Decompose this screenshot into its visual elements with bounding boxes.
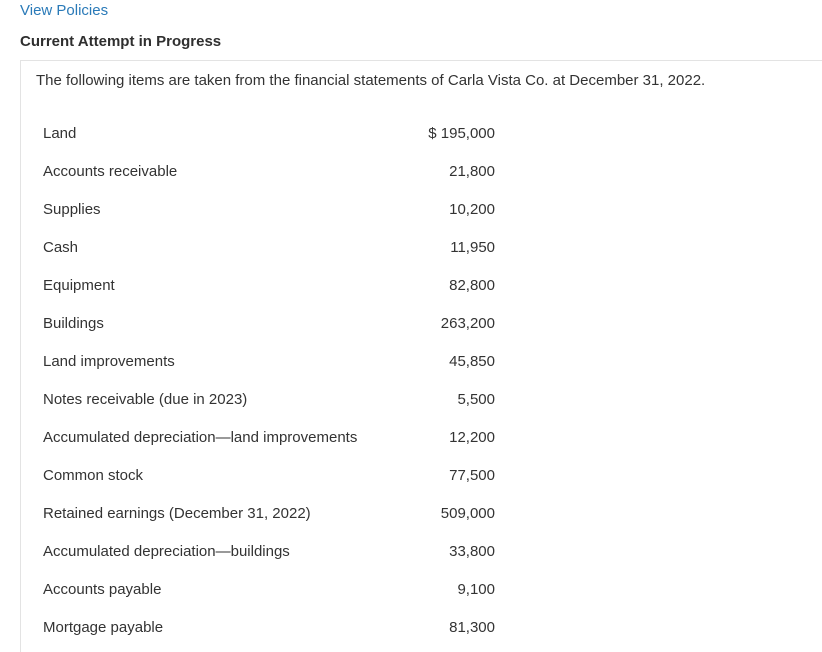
table-row [21,191,581,229]
item-label: Supplies [43,201,101,218]
attempt-status-title: Current Attempt in Progress [20,33,222,50]
view-policies-link[interactable]: View Policies [20,2,109,19]
item-value: 263,200 [440,315,495,332]
item-value: 33,800 [449,543,495,560]
item-value: 81,300 [449,619,495,636]
table-row [21,343,581,381]
table-row [21,115,581,153]
item-label: Buildings [43,315,104,332]
item-value: $ 195,000 [428,125,495,142]
financial-items-table [21,115,581,647]
table-row [21,495,581,533]
item-value: 45,850 [449,353,495,370]
item-label: Accounts payable [43,581,162,598]
item-label: Accounts receivable [43,163,178,180]
question-intro: The following items are taken from the financial statements of Carla Vista Co. at December 31, 2022. [36,72,706,89]
table-row [21,571,581,609]
item-value: 82,800 [449,277,495,294]
question-panel [20,60,822,652]
item-value: 10,200 [449,201,495,218]
table-row [21,457,581,495]
item-label: Land [43,125,77,142]
item-label: Accumulated depreciation—land improvements [43,429,358,446]
table-row [21,305,581,343]
table-row [21,267,581,305]
item-label: Notes receivable (due in 2023) [43,391,248,408]
table-row [21,381,581,419]
item-value: 21,800 [449,163,495,180]
item-label: Land improvements [43,353,175,370]
item-value: 9,100 [457,581,495,598]
item-value: 5,500 [457,391,495,408]
item-label: Common stock [43,467,144,484]
item-label: Retained earnings (December 31, 2022) [43,505,311,522]
item-label: Equipment [43,277,115,294]
item-label: Accumulated depreciation—buildings [43,543,290,560]
table-row [21,153,581,191]
item-value: 77,500 [449,467,495,484]
table-row [21,229,581,267]
item-label: Cash [43,239,79,256]
table-row [21,533,581,571]
item-label: Mortgage payable [43,619,164,636]
item-value: 12,200 [449,429,495,446]
table-row [21,609,581,647]
item-value: 509,000 [440,505,495,522]
item-value: 11,950 [450,239,495,256]
table-row [21,419,581,457]
